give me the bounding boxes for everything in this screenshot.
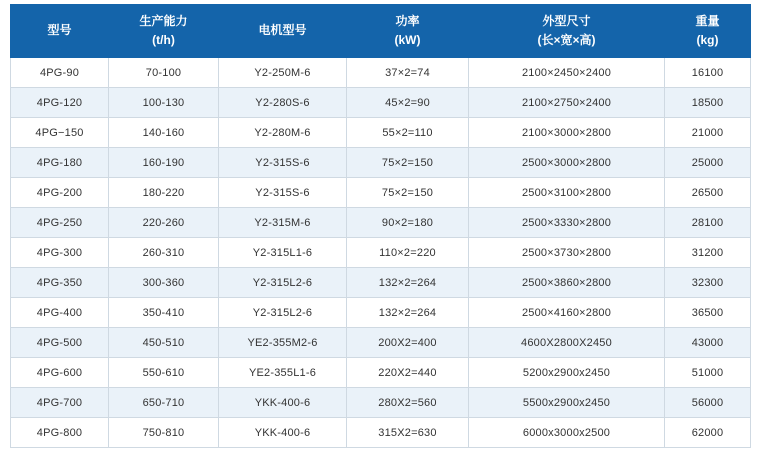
cell-dimensions: 5500x2900x2450 <box>469 388 665 418</box>
cell-weight: 56000 <box>665 388 751 418</box>
cell-motor-model: YE2-355M2-6 <box>219 328 347 358</box>
specification-table <box>10 4 751 448</box>
table-row <box>11 118 751 148</box>
cell-motor-model: Y2-315L2-6 <box>219 298 347 328</box>
column-header-capacity-line-2: (t/h) <box>152 32 175 47</box>
column-header-motor-model-line-1: 电机型号 <box>258 23 307 38</box>
table-row <box>11 358 751 388</box>
cell-capacity: 650-710 <box>109 388 219 418</box>
table-row <box>11 418 751 448</box>
table-row <box>11 298 751 328</box>
table-header-row <box>11 5 751 58</box>
cell-dimensions: 2500×3860×2800 <box>469 268 665 298</box>
cell-dimensions: 2500×3000×2800 <box>469 148 665 178</box>
column-header-capacity-line-1: 生产能力 <box>139 14 188 28</box>
cell-dimensions: 2100×3000×2800 <box>469 118 665 148</box>
table-row <box>11 208 751 238</box>
cell-power: 37×2=74 <box>347 58 469 88</box>
column-header-weight-line-2: (kg) <box>696 32 719 47</box>
cell-capacity: 260-310 <box>109 238 219 268</box>
cell-capacity: 100-130 <box>109 88 219 118</box>
cell-weight: 26500 <box>665 178 751 208</box>
cell-power: 220X2=440 <box>347 358 469 388</box>
cell-motor-model: Y2-280M-6 <box>219 118 347 148</box>
cell-model: 4PG-90 <box>11 58 109 88</box>
cell-motor-model: YKK-400-6 <box>219 418 347 448</box>
cell-model: 4PG-350 <box>11 268 109 298</box>
cell-power: 55×2=110 <box>347 118 469 148</box>
cell-model: 4PG−150 <box>11 118 109 148</box>
cell-capacity: 350-410 <box>109 298 219 328</box>
cell-model: 4PG-250 <box>11 208 109 238</box>
cell-model: 4PG-300 <box>11 238 109 268</box>
cell-capacity: 550-610 <box>109 358 219 388</box>
cell-weight: 36500 <box>665 298 751 328</box>
cell-model: 4PG-200 <box>11 178 109 208</box>
column-header-dimensions-line-2: (长×宽×高) <box>537 32 596 47</box>
cell-dimensions: 2500×3330×2800 <box>469 208 665 238</box>
cell-motor-model: YE2-355L1-6 <box>219 358 347 388</box>
cell-capacity: 300-360 <box>109 268 219 298</box>
cell-weight: 25000 <box>665 148 751 178</box>
cell-dimensions: 5200x2900x2450 <box>469 358 665 388</box>
cell-capacity: 180-220 <box>109 178 219 208</box>
column-header-capacity <box>109 5 219 58</box>
cell-capacity: 750-810 <box>109 418 219 448</box>
column-header-power-line-2: (kW) <box>394 32 421 47</box>
cell-weight: 21000 <box>665 118 751 148</box>
cell-power: 75×2=150 <box>347 148 469 178</box>
cell-motor-model: Y2-315M-6 <box>219 208 347 238</box>
column-header-weight-line-1: 重量 <box>695 14 720 28</box>
specification-table-container <box>10 4 750 448</box>
cell-model: 4PG-700 <box>11 388 109 418</box>
cell-dimensions: 2100×2750×2400 <box>469 88 665 118</box>
column-header-motor-model <box>219 5 347 58</box>
cell-motor-model: YKK-400-6 <box>219 388 347 418</box>
table-row <box>11 178 751 208</box>
cell-model: 4PG-800 <box>11 418 109 448</box>
cell-motor-model: Y2-315S-6 <box>219 178 347 208</box>
cell-weight: 62000 <box>665 418 751 448</box>
cell-capacity: 140-160 <box>109 118 219 148</box>
cell-motor-model: Y2-280S-6 <box>219 88 347 118</box>
cell-power: 315X2=630 <box>347 418 469 448</box>
cell-model: 4PG-400 <box>11 298 109 328</box>
cell-weight: 31200 <box>665 238 751 268</box>
cell-dimensions: 6000x3000x2500 <box>469 418 665 448</box>
cell-power: 75×2=150 <box>347 178 469 208</box>
cell-model: 4PG-600 <box>11 358 109 388</box>
cell-motor-model: Y2-315L2-6 <box>219 268 347 298</box>
cell-motor-model: Y2-315L1-6 <box>219 238 347 268</box>
table-row <box>11 268 751 298</box>
column-header-power <box>347 5 469 58</box>
cell-capacity: 160-190 <box>109 148 219 178</box>
cell-weight: 43000 <box>665 328 751 358</box>
cell-weight: 51000 <box>665 358 751 388</box>
column-header-power-line-1: 功率 <box>395 14 420 28</box>
table-row <box>11 328 751 358</box>
cell-motor-model: Y2-250M-6 <box>219 58 347 88</box>
table-body <box>11 58 751 448</box>
cell-capacity: 220-260 <box>109 208 219 238</box>
cell-power: 110×2=220 <box>347 238 469 268</box>
column-header-model <box>11 5 109 58</box>
cell-power: 132×2=264 <box>347 268 469 298</box>
table-row <box>11 238 751 268</box>
cell-power: 90×2=180 <box>347 208 469 238</box>
table-row <box>11 58 751 88</box>
table-row <box>11 388 751 418</box>
cell-weight: 32300 <box>665 268 751 298</box>
cell-capacity: 450-510 <box>109 328 219 358</box>
cell-dimensions: 2500×3100×2800 <box>469 178 665 208</box>
cell-weight: 18500 <box>665 88 751 118</box>
cell-weight: 28100 <box>665 208 751 238</box>
table-row <box>11 88 751 118</box>
cell-weight: 16100 <box>665 58 751 88</box>
column-header-weight <box>665 5 751 58</box>
table-row <box>11 148 751 178</box>
cell-dimensions: 4600X2800X2450 <box>469 328 665 358</box>
cell-capacity: 70-100 <box>109 58 219 88</box>
cell-motor-model: Y2-315S-6 <box>219 148 347 178</box>
column-header-dimensions <box>469 5 665 58</box>
cell-power: 132×2=264 <box>347 298 469 328</box>
cell-power: 200X2=400 <box>347 328 469 358</box>
table-header <box>11 5 751 58</box>
column-header-model-line-1: 型号 <box>47 23 72 38</box>
cell-model: 4PG-120 <box>11 88 109 118</box>
cell-dimensions: 2500×4160×2800 <box>469 298 665 328</box>
cell-dimensions: 2500×3730×2800 <box>469 238 665 268</box>
cell-power: 45×2=90 <box>347 88 469 118</box>
column-header-dimensions-line-1: 外型尺寸 <box>542 14 591 28</box>
cell-model: 4PG-500 <box>11 328 109 358</box>
cell-power: 280X2=560 <box>347 388 469 418</box>
cell-model: 4PG-180 <box>11 148 109 178</box>
cell-dimensions: 2100×2450×2400 <box>469 58 665 88</box>
